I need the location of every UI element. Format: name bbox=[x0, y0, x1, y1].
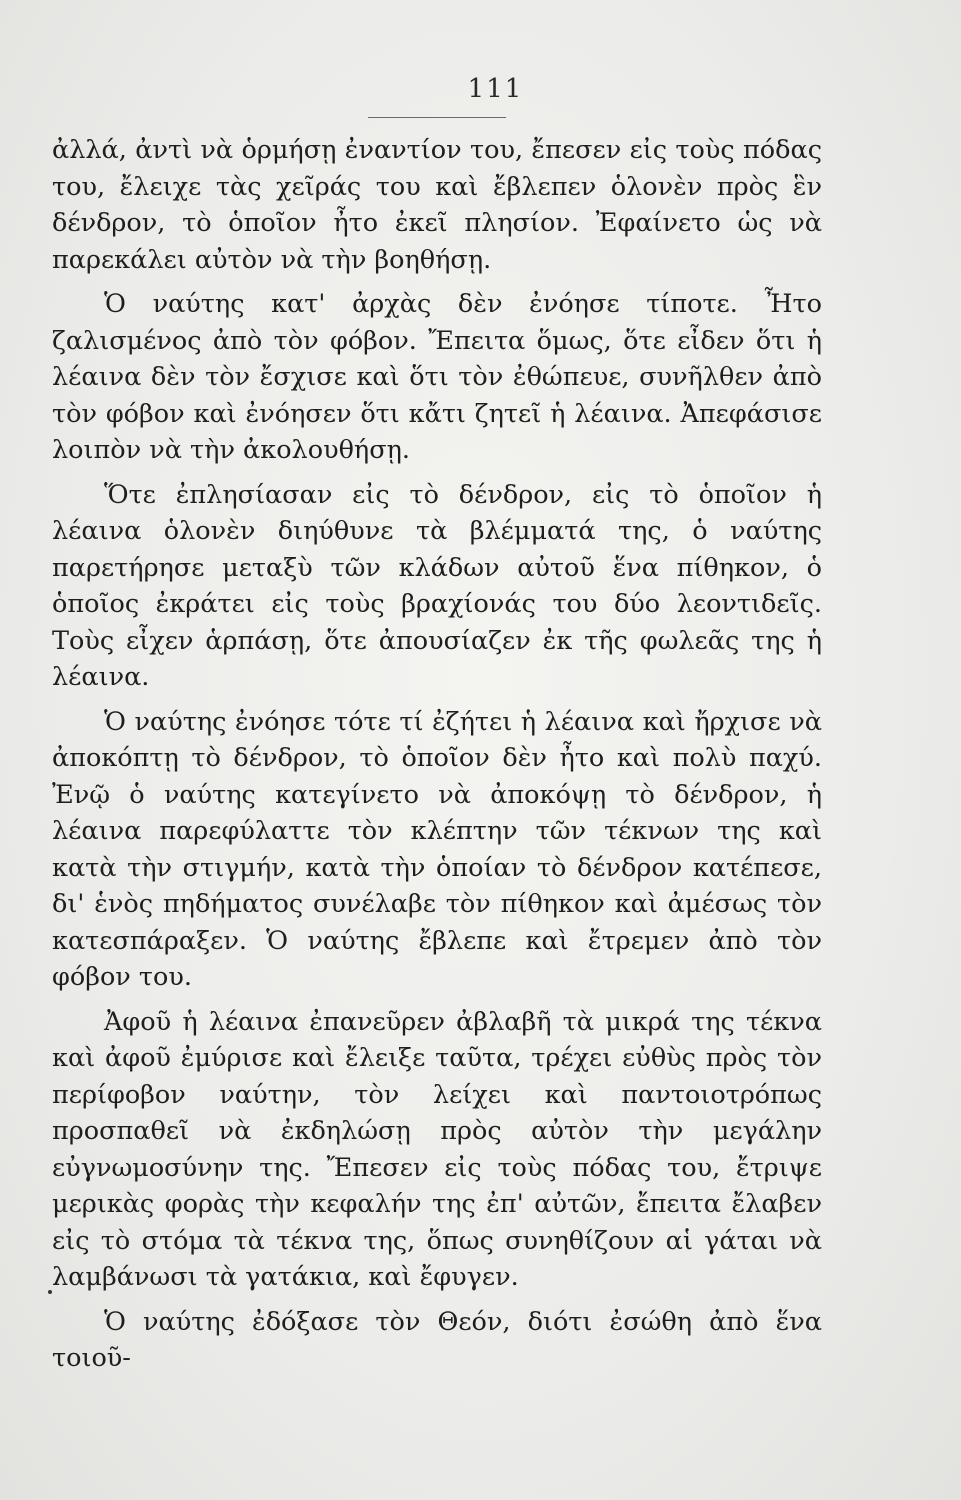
paragraph: Ὁ ναύτης ἐνόησε τότε τί ἐζήτει ἡ λέαινα καὶ ἤρχισε νὰ ἀποκόπτῃ τὸ δένδρον, τὸ ὁποῖον δὲν ἦτο καὶ πολὺ παχύ. Ἐνῷ ὁ ναύτης κατεγίνετο νὰ ἀποκόψῃ τὸ δένδρον, ἡ λέαινα παρεφύλαττε τὸν κλέπτην τῶν τέκνων της καὶ κατὰ τὴν στιγμήν, κατὰ τὴν ὁποίαν τὸ δένδρον κατέπεσε, δι' ἑνὸς πηδήματος συνέλαβε τὸν πίθηκον καὶ ἀμέσως τὸν κατεσπάραξεν. Ὁ ναύτης ἔβλεπε καὶ ἔτρεμεν ἀπὸ τὸν φόβον του. bbox=[52, 706, 822, 992]
paragraph: Ὁ ναύτης ἐδόξασε τὸν Θεόν, διότι ἐσώθη ἀπὸ ἕνα τοιοῦ- bbox=[52, 1306, 822, 1373]
body-text bbox=[52, 132, 822, 1385]
page-number: 111 bbox=[467, 74, 524, 104]
paragraph: Ὁ ναύτης κατ' ἀρχὰς δὲν ἐνόησε τίποτε. Ἦτο ζαλισμένος ἀπὸ τὸν φόβον. Ἔπειτα ὅμως, ὅτε εἶδεν ὅτι ἡ λέαινα δὲν τὸν ἔσχισε καὶ ὅτι τὸν ἐθώπευε, συνῆλθεν ἀπὸ τὸν φόβον καὶ ἐνόησεν ὅτι κἄτι ζητεῖ ἡ λέαινα. Ἀπεφάσισε λοιπὸν νὰ τὴν ἀκολουθήσῃ. bbox=[52, 289, 822, 465]
paragraph: Ὅτε ἐπλησίασαν εἰς τὸ δένδρον, εἰς τὸ ὁποῖον ἡ λέαινα ὁλονὲν διηύθυνε τὰ βλέμματά της, ὁ ναύτης παρετήρησε μεταξὺ τῶν κλάδων αὐτοῦ ἕνα πίθηκον, ὁ ὁποῖος ἐκράτει εἰς τοὺς βραχίονάς του δύο λεοντιδεῖς. Τοὺς εἶχεν ἁρπάσῃ, ὅτε ἀπουσίαζεν ἐκ τῆς φωλεᾶς της ἡ λέαινα. bbox=[52, 479, 822, 692]
paragraph: Ἀφοῦ ἡ λέαινα ἐπανεῦρεν ἀβλαβῆ τὰ μικρά της τέκνα καὶ ἀφοῦ ἐμύρισε καὶ ἔλειξε ταῦτα, τρέχει εὐθὺς πρὸς τὸν περίφοβον ναύτην, τὸν λείχει καὶ παντοιοτρόπως προσπαθεῖ νὰ ἐκδηλώσῃ πρὸς αὐτὸν τὴν μεγάλην εὐγνωμοσύνην της. Ἔπεσεν εἰς τοὺς πόδας του, ἔτριψε μερικὰς φορὰς τὴν κεφαλήν της ἐπ' αὐτῶν, ἔπειτα ἔλαβεν εἰς τὸ στόμα τὰ τέκνα της, ὅπως συνηθίζουν αἱ γάται νὰ λαμβάνωσι τὰ γατάκια, καὶ ἔφυγεν. bbox=[52, 1006, 822, 1292]
ink-spot bbox=[48, 1290, 52, 1294]
paragraph: ἀλλά, ἀντὶ νὰ ὁρμήσῃ ἐναντίον του, ἔπεσεν εἰς τοὺς πόδας του, ἔλειχε τὰς χεῖράς του καὶ ἔβλεπεν ὁλονὲν πρὸς ἓν δένδρον, τὸ ὁποῖον ἦτο ἐκεῖ πλησίον. Ἐφαίνετο ὡς νὰ παρεκάλει αὐτὸν νὰ τὴν βοηθήσῃ. bbox=[52, 135, 822, 275]
header-rule bbox=[368, 117, 506, 118]
